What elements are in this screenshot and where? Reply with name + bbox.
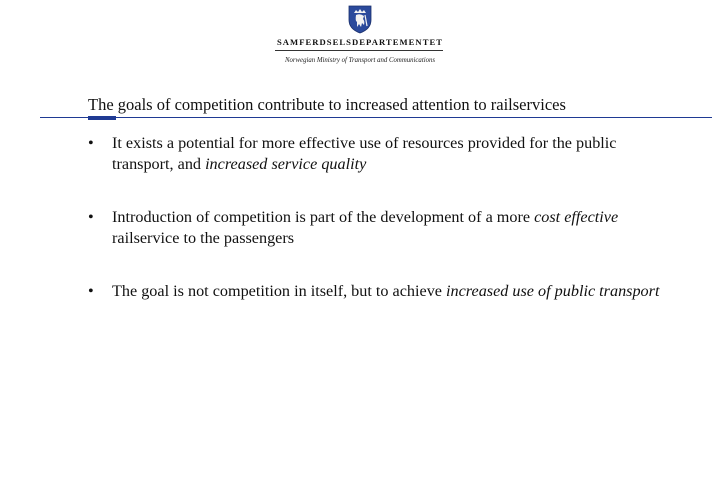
bullet-emphasis: increased service quality xyxy=(205,155,367,173)
bullet-list xyxy=(88,133,678,334)
bullet-emphasis: increased use of public transport xyxy=(446,282,660,300)
title-divider xyxy=(40,117,712,118)
bullet-dot: • xyxy=(88,134,94,152)
ministry-name: SAMFERDSELSDEPARTEMENTET xyxy=(276,37,444,47)
bullet-text: Introduction of competition is part of the development of a more xyxy=(112,208,535,226)
ministry-subtitle: Norwegian Ministry of Transport and Communications xyxy=(284,57,436,64)
bullet-dot: • xyxy=(88,282,94,300)
slide-title: The goals of competition contribute to increased attention to railservices xyxy=(88,95,566,114)
coat-of-arms-icon xyxy=(343,4,377,34)
bullet-dot: • xyxy=(88,208,94,226)
header-divider xyxy=(275,50,443,51)
bullet-item xyxy=(88,207,678,249)
bullet-item xyxy=(88,133,678,175)
title-accent-bar xyxy=(88,116,116,120)
bullet-emphasis: cost effective xyxy=(534,208,619,226)
bullet-text: It exists a potential for more effective use of resources provided for the public transport, and xyxy=(112,134,617,173)
ministry-header xyxy=(0,0,720,72)
bullet-text: The goal is not competition in itself, but to achieve xyxy=(112,282,447,300)
bullet-item xyxy=(88,281,678,302)
bullet-text-after: railservice to the passengers xyxy=(112,229,295,247)
